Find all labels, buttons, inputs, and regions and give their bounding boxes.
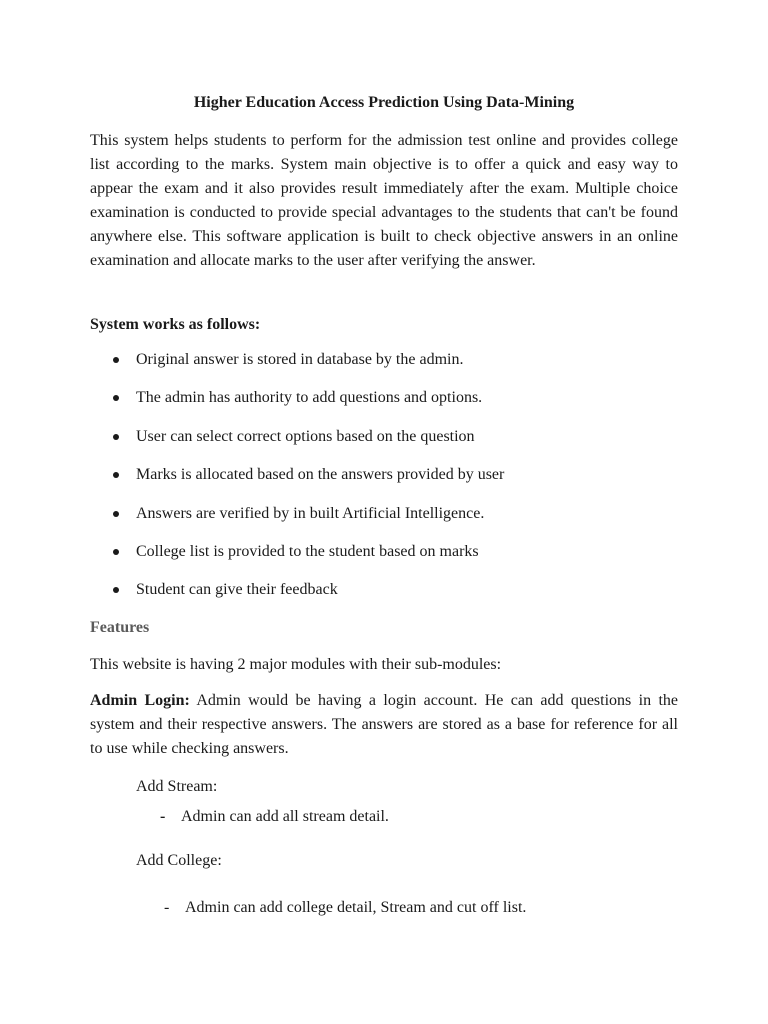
bullet-text: Student can give their feedback: [136, 581, 338, 599]
bullet-icon: [113, 357, 119, 363]
bullet-icon: [113, 511, 119, 517]
bullet-text: Original answer is stored in database by the admin.: [136, 351, 464, 368]
add-college-detail: [164, 896, 526, 920]
bullet-item: [90, 348, 678, 386]
modules-line: This website is having 2 major modules with their sub-modules:: [90, 656, 502, 673]
admin-login-label: Admin Login:: [90, 692, 190, 709]
features-heading: Features: [90, 619, 150, 636]
bullet-text: College list is provided to the student based on marks: [136, 542, 479, 560]
admin-login-paragraph: [90, 689, 678, 761]
bullet-icon: [113, 472, 119, 478]
bullet-icon: [113, 395, 119, 401]
add-stream-detail-text: Admin can add all stream detail.: [181, 808, 389, 825]
bullet-text: User can select correct options based on the question: [136, 427, 475, 445]
add-stream-detail: [160, 805, 389, 829]
bullet-item: [90, 463, 678, 501]
works-bullet-list: [90, 348, 678, 617]
bullet-item: [90, 578, 678, 616]
bullet-text: The admin has authority to add questions and options.: [136, 389, 483, 407]
bullet-item: [90, 386, 678, 424]
bullet-text: Marks is allocated based on the answers provided by user: [136, 466, 505, 484]
bullet-icon: [113, 587, 119, 593]
add-college-detail-text: Admin can add college detail, Stream and cut off list.: [185, 899, 527, 916]
intro-paragraph: This system helps students to perform for the admission test online and provides college list according to the marks. System main objective is to offer a quick and easy way to appear the exam and it also provides result immediately after the exam. Multiple choice examination is conducted to provide special advantages to the students that can't be found anywhere else. This software application is built to check objective answers in an online examination and allocate marks to the user after verifying the answer.: [90, 132, 678, 269]
bullet-icon: [113, 549, 119, 555]
document-title: Higher Education Access Prediction Using Data-Mining: [193, 94, 575, 111]
bullet-text: Answers are verified by in built Artificial Intelligence.: [136, 504, 485, 522]
dash-marker: -: [160, 808, 166, 825]
bullet-item: [90, 502, 678, 540]
works-heading: System works as follows:: [90, 316, 261, 333]
add-stream-label: Add Stream:: [136, 778, 218, 795]
bullet-icon: [113, 434, 119, 440]
add-college-label: Add College:: [136, 852, 222, 869]
dash-marker: -: [164, 899, 170, 916]
admin-login-text: Admin would be having a login account. He can add questions in the system and their respective answers. The answers are stored as a base for reference for all to use while checking answers.: [90, 692, 678, 757]
bullet-item: [90, 540, 678, 578]
bullet-item: [90, 425, 678, 463]
